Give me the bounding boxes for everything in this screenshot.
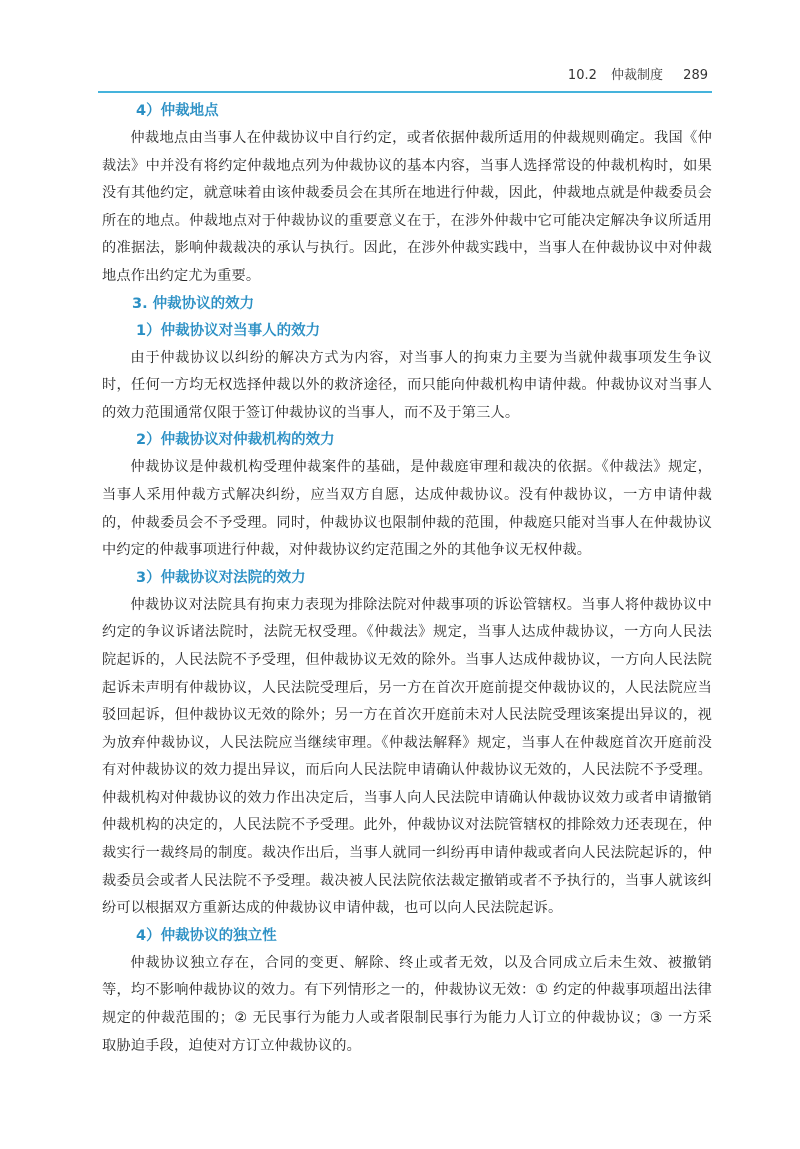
- header-section-number: 10.2: [567, 68, 597, 83]
- heading-effect-on-parties: 1）仲裁协议对当事人的效力: [136, 322, 321, 339]
- header-divider: [98, 91, 712, 93]
- heading-effect-on-institution: 2）仲裁协议对仲裁机构的效力: [136, 432, 335, 449]
- heading-independence: 4）仲裁协议的独立性: [136, 927, 277, 944]
- heading-agreement-effect: 3. 仲裁协议的效力: [132, 295, 255, 312]
- paragraph-effect-on-institution: 仲裁协议是仲裁机构受理仲裁案件的基础，是仲裁庭审理和裁决的依据。《仲裁法》规定，当事人采用仲裁方式解决纠纷，应当双方自愿，达成仲裁协议。没有仲裁协议，一方申请仲裁的，仲裁委员会不予受理。同时，仲裁协议也限制仲裁的范围，仲裁庭只能对当事人在仲裁协议中约定的仲裁事项进行仲裁，对仲裁协议约定范围之外的其他争议无权仲裁。: [102, 459, 712, 559]
- paragraph-independence: 仲裁协议独立存在，合同的变更、解除、终止或者无效，以及合同成立后未生效、被撤销等，均不影响仲裁协议的效力。有下列情形之一的，仲裁协议无效：① 约定的仲裁事项超出法律规定的仲裁范围的；② 无民事行为能力人或者限制民事行为能力人订立的仲裁协议；③ 一方采取胁迫手段，迫使对方订立仲裁协议的。: [102, 954, 712, 1054]
- paragraph-effect-on-court: 仲裁协议对法院具有拘束力表现为排除法院对仲裁事项的诉讼管辖权。当事人将仲裁协议中约定的争议诉诸法院时，法院无权受理。《仲裁法》规定，当事人达成仲裁协议，一方向人民法院起诉的，人民法院不予受理，但仲裁协议无效的除外。当事人达成仲裁协议，一方向人民法院起诉未声明有仲裁协议，人民法院受理后，另一方在首次开庭前提交仲裁协议的，人民法院应当驳回起诉，但仲裁协议无效的除外；另一方在首次开庭前未对人民法院受理该案提出异议的，视为放弃仲裁协议，人民法院应当继续审理。《仲裁法解释》规定，当事人在仲裁庭首次开庭前没有对仲裁协议的效力提出异议，而后向人民法院申请确认仲裁协议无效的，人民法院不予受理。仲裁机构对仲裁协议的效力作出决定后，当事人向人民法院申请确认仲裁协议效力或者申请撤销仲裁机构的决定的，人民法院不予受理。此外，仲裁协议对法院管辖权的排除效力还表现在，仲裁实行一裁终局的制度。裁决作出后，当事人就同一纠纷再申请仲裁或者向人民法院起诉的，仲裁委员会或者人民法院不予受理。裁决被人民法院依法裁定撤销或者不予执行的，当事人就该纠纷可以根据双方重新达成的仲裁协议申请仲裁，也可以向人民法院起诉。: [102, 596, 712, 917]
- paragraph-arbitration-place: 仲裁地点由当事人在仲裁协议中自行约定，或者依据仲裁所适用的仲裁规则确定。我国《仲裁法》中并没有将约定仲裁地点列为仲裁协议的基本内容，当事人选择常设的仲裁机构时，如果没有其他约定，就意味着由该仲裁委员会在其所在地进行仲裁，因此，仲裁地点就是仲裁委员会所在的地点。仲裁地点对于仲裁协议的重要意义在于，在涉外仲裁中它可能决定解决争议所适用的准据法，影响仲裁裁决的承认与执行。因此，在涉外仲裁实践中，当事人在仲裁协议中对仲裁地点作出约定尤为重要。: [102, 130, 712, 284]
- heading-arbitration-place: 4）仲裁地点: [136, 103, 219, 119]
- heading-effect-on-court: 3）仲裁协议对法院的效力: [136, 569, 306, 586]
- paragraph-effect-on-parties: 由于仲裁协议以纠纷的解决方式为内容，对当事人的拘束力主要为当就仲裁事项发生争议时，任何一方均无权选择仲裁以外的救济途径，而只能向仲裁机构申请仲裁。仲裁协议对当事人的效力范围通常仅限于签订仲裁协议的当事人，而不及于第三人。: [102, 349, 712, 421]
- header-chapter-title: 仲裁制度: [611, 68, 664, 83]
- header-text: [568, 64, 708, 83]
- running-header: [0, 62, 800, 84]
- page-number: 289: [683, 68, 708, 83]
- page-body: [102, 98, 712, 1060]
